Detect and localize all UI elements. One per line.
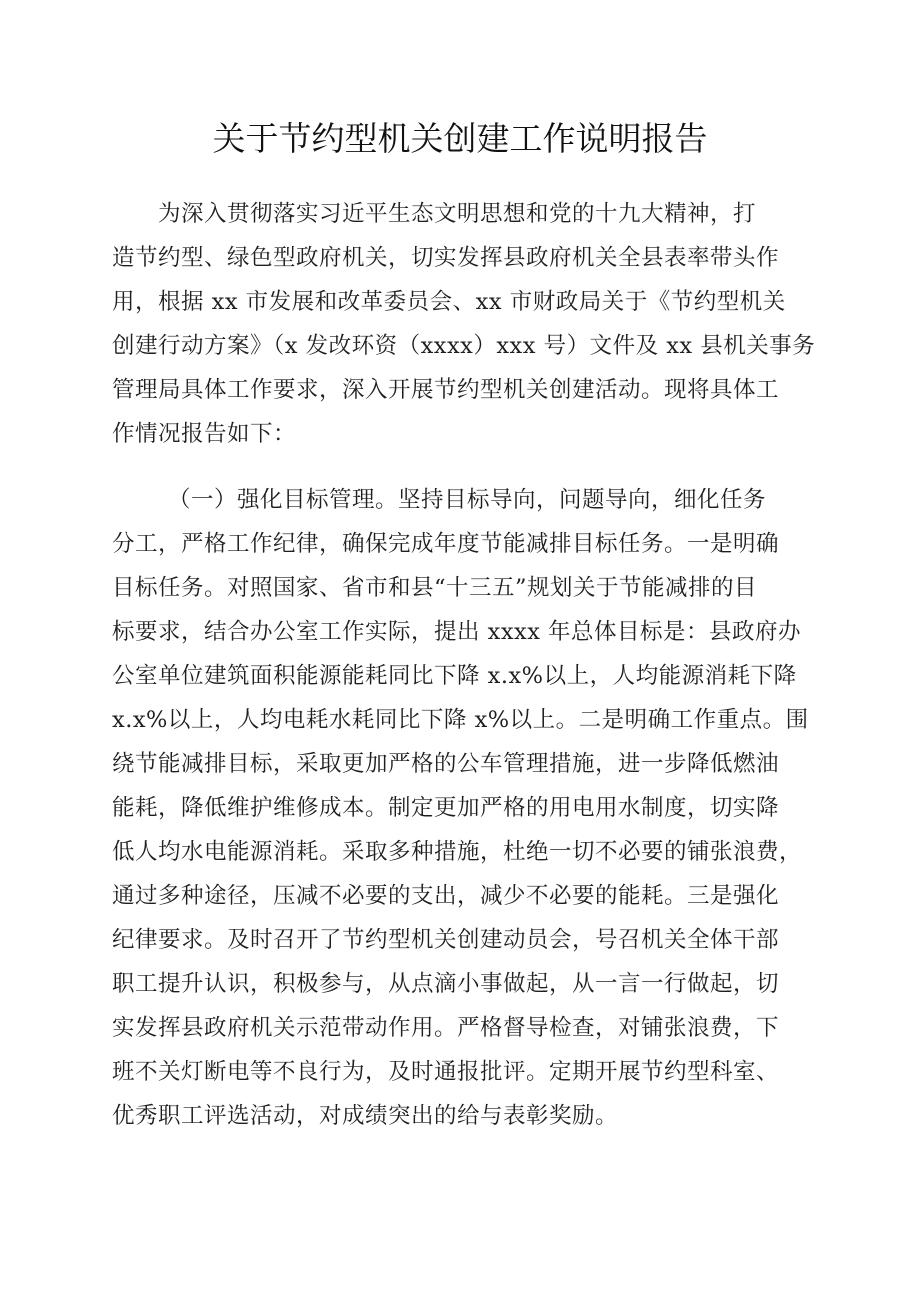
paragraph-target-management (112, 478, 809, 1138)
paragraph-line: 创建行动方案》（x 发改环资（xxxx）xxx 号）文件及 xx 县机关事务 (112, 333, 816, 359)
paragraph-line: 纪律要求。及时召开了节约型机关创建动员会，号召机关全体干部 (112, 927, 780, 953)
paragraph-line: 绕节能减排目标，采取更加严格的公车管理措施，进一步降低燃油 (112, 751, 780, 777)
paragraph-line: 标要求，结合办公室工作实际，提出 xxxx 年总体目标是：县政府办 (112, 619, 802, 645)
paragraph-line: 目标任务。对照国家、省市和县“十三五”规划关于节能减排的目 (112, 575, 758, 601)
paragraph-line: 通过多种途径，压减不必要的支出，减少不必要的能耗。三是强化 (112, 883, 780, 909)
paragraph-line: 公室单位建筑面积能源能耗同比下降 x.x%以上，人均能源消耗下降 (112, 663, 797, 689)
paragraph-line: （一）强化目标管理。坚持目标导向，问题导向，细化任务 (168, 487, 767, 513)
paragraph-line: 分工，严格工作纪律，确保完成年度节能减排目标任务。一是明确 (112, 531, 780, 557)
paragraph-line: x.x%以上，人均电耗水耗同比下降 x%以上。二是明确工作重点。围 (112, 707, 809, 733)
paragraph-line: 造节约型、绿色型政府机关，切实发挥县政府机关全县表率带头作 (112, 245, 780, 271)
paragraph-line: 作情况报告如下： (112, 421, 297, 447)
paragraph-line: 优秀职工评选活动，对成绩突出的给与表彰奖励。 (112, 1103, 619, 1129)
paragraph-line: 班不关灯断电等不良行为，及时通报批评。定期开展节约型科室、 (112, 1059, 780, 1085)
paragraph-line: 管理局具体工作要求，深入开展节约型机关创建活动。现将具体工 (112, 377, 780, 403)
paragraph-line: 实发挥县政府机关示范带动作用。严格督导检查，对铺张浪费，下 (112, 1015, 780, 1041)
paragraph-intro (112, 192, 816, 456)
document-title: 关于节约型机关创建工作说明报告 (212, 119, 708, 158)
paragraph-line: 低人均水电能源消耗。采取多种措施，杜绝一切不必要的铺张浪费， (112, 839, 803, 865)
paragraph-line: 职工提升认识，积极参与，从点滴小事做起，从一言一行做起，切 (112, 971, 780, 997)
paragraph-line: 为深入贯彻落实习近平生态文明思想和党的十九大精神，打 (158, 201, 757, 227)
paragraph-line: 用，根据 xx 市发展和改革委员会、xx 市财政局关于《节约型机关 (112, 289, 786, 315)
paragraph-line: 能耗，降低维护维修成本。制定更加严格的用电用水制度，切实降 (112, 795, 780, 821)
